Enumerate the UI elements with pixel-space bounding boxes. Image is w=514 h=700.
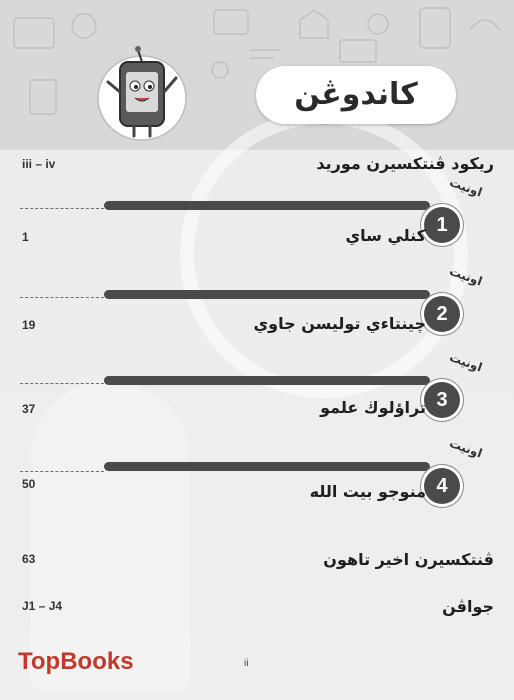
unit-bar <box>104 462 430 471</box>
toc-entry-page: 19 <box>22 318 36 332</box>
toc-entry-title: جواڤن <box>442 597 494 616</box>
unit-bar <box>104 201 430 210</box>
unit-number: 3 <box>436 389 448 411</box>
logo-books-text: Books <box>60 648 134 675</box>
unit-number-badge <box>424 468 460 504</box>
toc-entry-page: J1 – J4 <box>22 599 63 613</box>
unit-label: اونيت <box>447 174 485 200</box>
topbooks-logo <box>18 648 134 678</box>
dotted-leader <box>20 471 104 472</box>
toc-entry-title: ريكود ڤنتكسيرن موريد <box>316 154 494 173</box>
toc-entry-page: iii – iv <box>22 157 56 171</box>
dotted-leader <box>20 208 104 209</box>
toc-entry-title: كنلي ساي <box>345 226 426 245</box>
footer-page-number: ii <box>244 658 249 669</box>
unit-number: 2 <box>436 303 448 325</box>
unit-number-badge <box>424 382 460 418</box>
toc-entry-page: 50 <box>22 477 36 491</box>
toc-entry-title: ڤنتكسيرن اخير تاهون <box>323 550 494 569</box>
page-title: كاندوڠن <box>294 77 418 112</box>
toc-entry-title: چينتاءي توليسن جاوي <box>253 314 426 333</box>
unit-number-badge <box>424 207 460 243</box>
tablet-mascot-icon <box>96 42 188 142</box>
dotted-leader <box>20 297 104 298</box>
toc-entry-page: 63 <box>22 552 36 566</box>
unit-bar <box>104 376 430 385</box>
unit-number: 1 <box>436 214 448 236</box>
toc-entry-title: منوجو بيت الله <box>309 482 426 501</box>
unit-number-badge <box>424 296 460 332</box>
background-figure-watermark <box>30 380 190 690</box>
toc-entry-page: 37 <box>22 402 36 416</box>
unit-number: 4 <box>436 475 448 497</box>
toc-entry-title: تراؤلوڬ علمو <box>320 398 426 417</box>
logo-top-text: Top <box>18 648 61 675</box>
unit-label: اونيت <box>447 435 485 461</box>
dotted-leader <box>20 383 104 384</box>
unit-bar <box>104 290 430 299</box>
unit-label: اونيت <box>447 349 485 375</box>
unit-label: اونيت <box>447 263 485 289</box>
toc-entry-page: 1 <box>22 230 29 244</box>
